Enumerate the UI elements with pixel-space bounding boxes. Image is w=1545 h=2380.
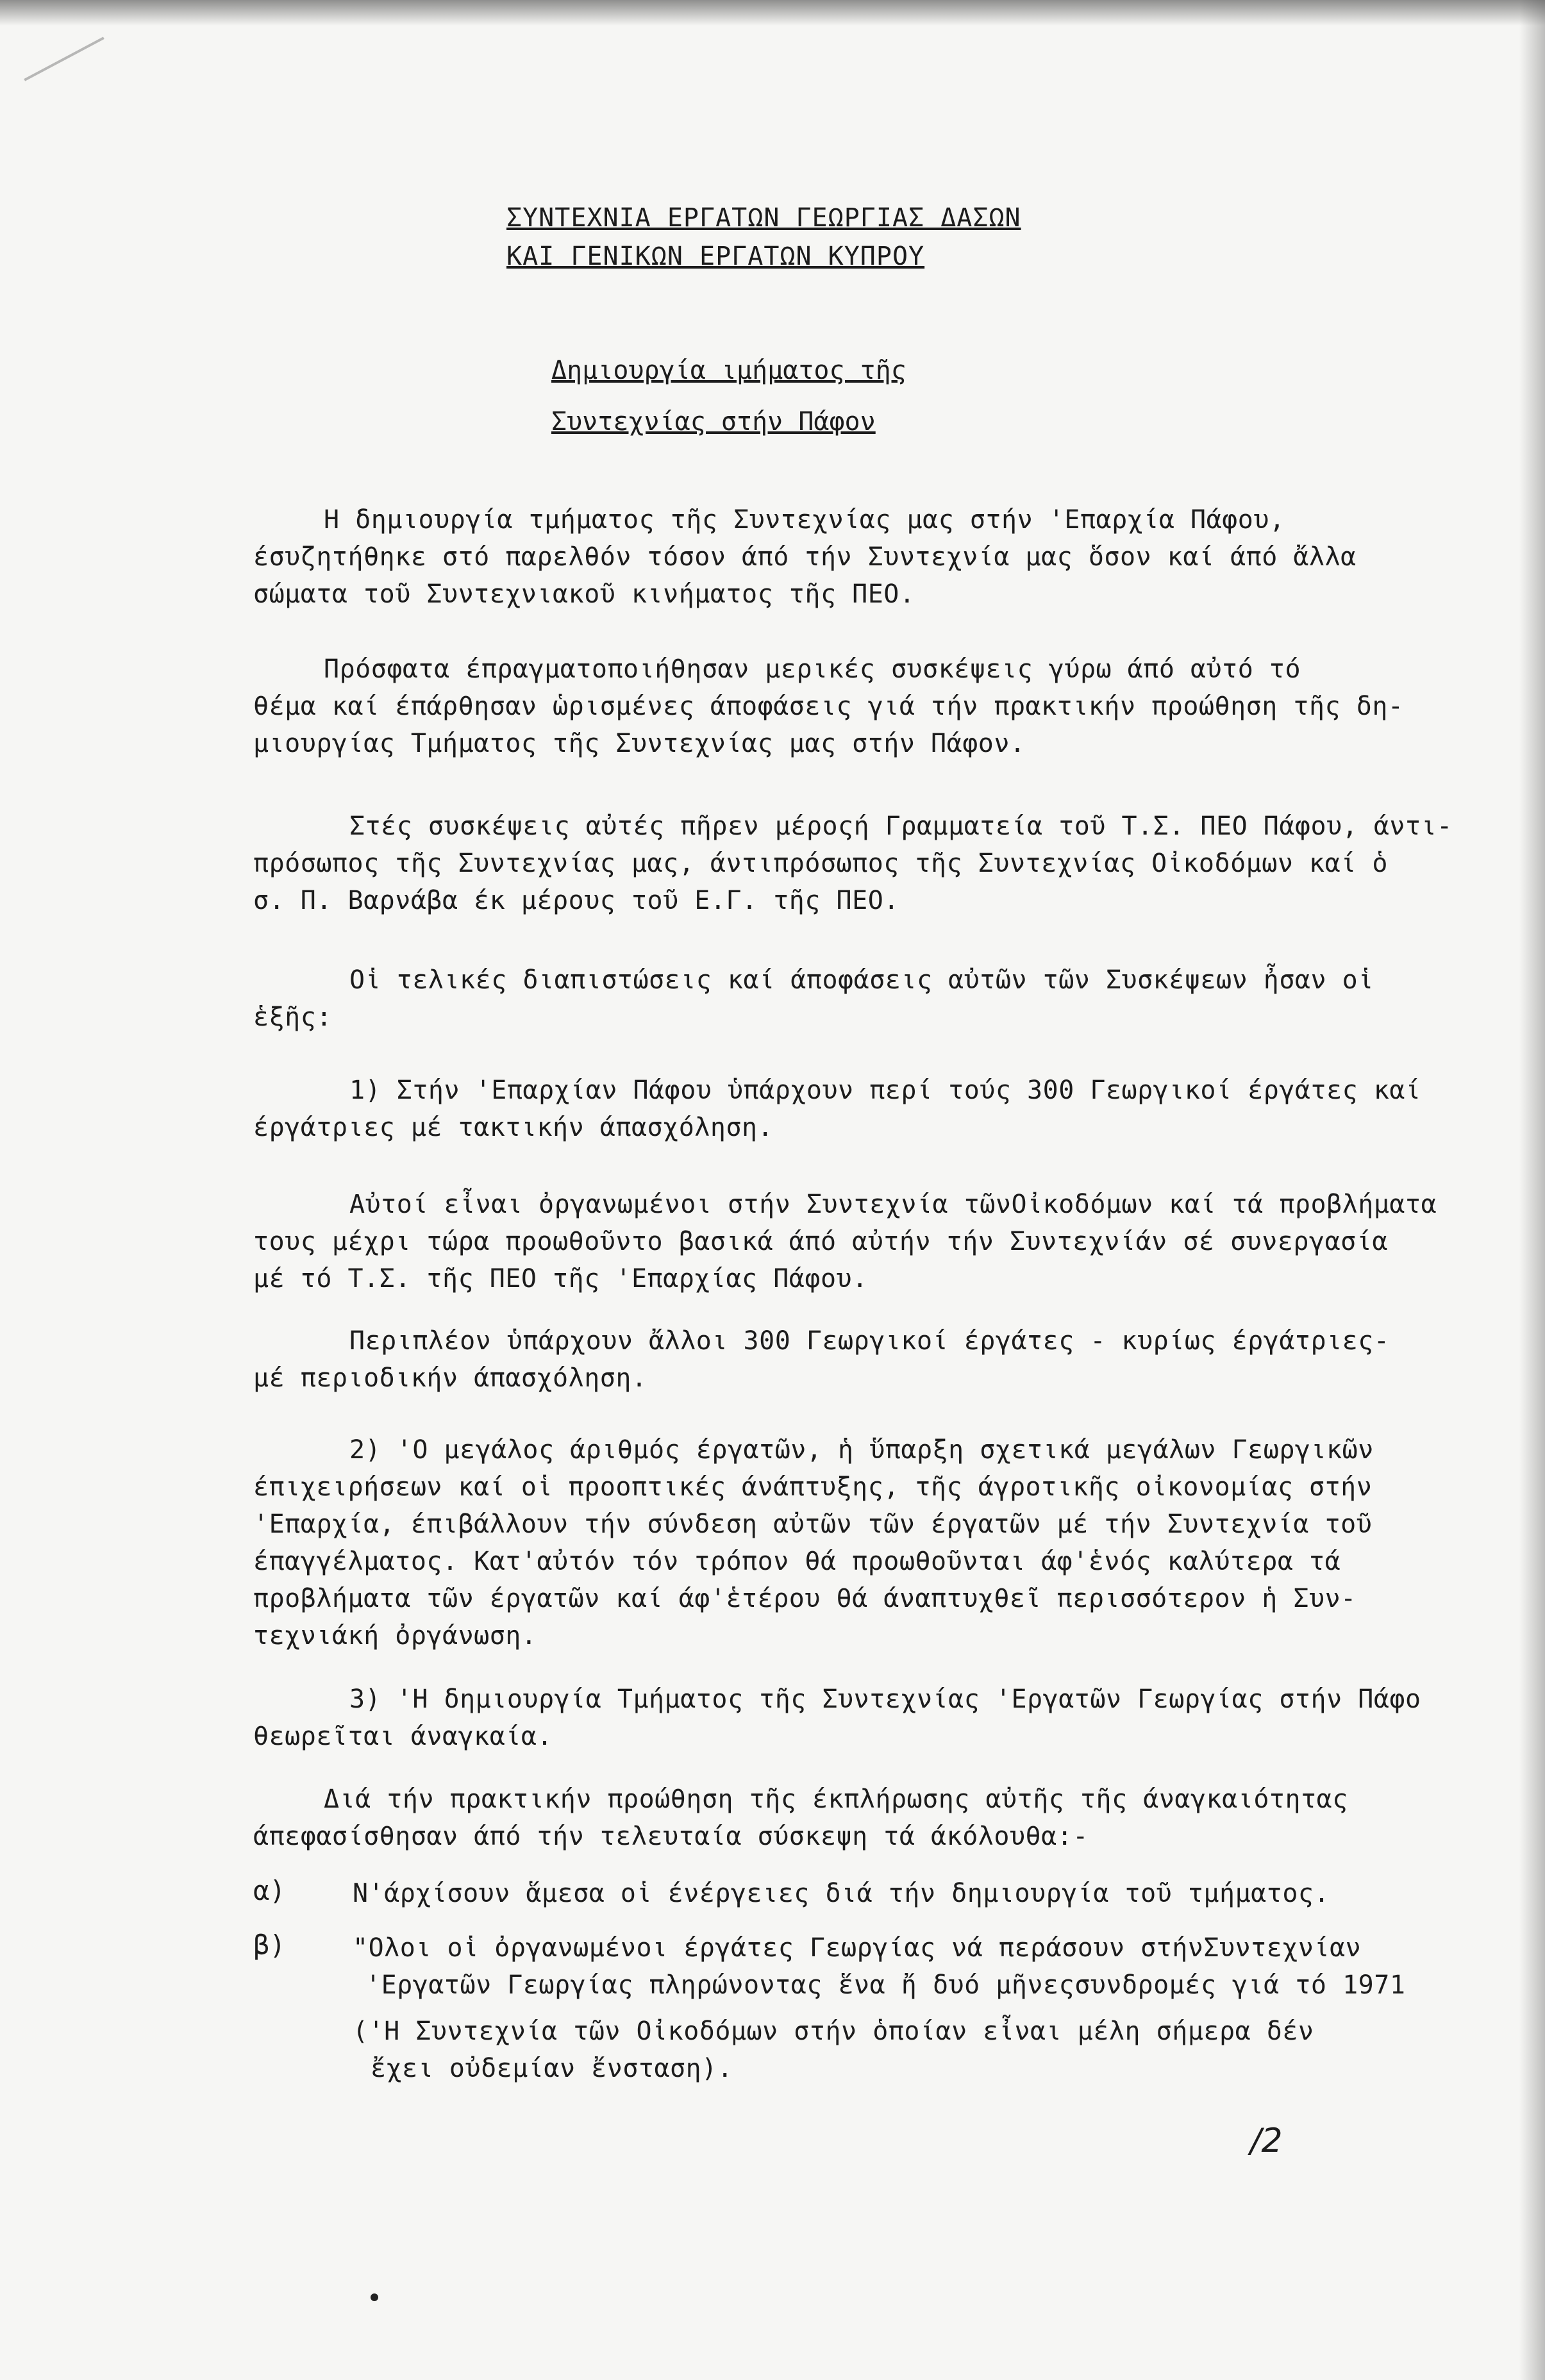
paragraph-8 bbox=[253, 1431, 1426, 1654]
paragraph-line: ('Η Συντεχνία τῶν Οἰκοδόμων στήν ὁποίαν εἶναι μέλη σήμερα δέν bbox=[353, 2017, 1314, 2046]
paragraph-9 bbox=[253, 1681, 1426, 1755]
paragraph-line: θεωρεῖται άναγκαία. bbox=[253, 1722, 553, 1751]
paragraph-line: θέμα καί έπάρθησαν ὡρισμένες άποφάσεις γιά τήν πρακτικήν προώθηση τῆς δη- bbox=[253, 692, 1404, 721]
paragraph-line: Ν'άρχίσουν ἅμεσα οἱ ένέργειες διά τήν δημιουργία τοῦ τμήματος. bbox=[353, 1879, 1330, 1908]
paragraph-line: σ. Π. Βαρνάβα έκ μέρους τοῦ Ε.Γ. τῆς ΠΕΟ. bbox=[253, 886, 899, 915]
paragraph-line: 'Επαρχία, έπιβάλλουν τήν σύνδεση αὐτῶν τῶν έργατῶν μέ τήν Συντεχνία τοῦ bbox=[253, 1510, 1373, 1539]
paragraph-line: άπεφασίσθησαν άπό τήν τελευταία σύσκεψη τά άκόλουθα:- bbox=[253, 1822, 1089, 1851]
paragraph-line: Πρόσφατα έπραγματοποιήθησαν μερικές συσκέψεις γύρω άπό αὐτό τό bbox=[324, 654, 1301, 684]
paragraph-3 bbox=[253, 808, 1453, 919]
item-b bbox=[353, 1929, 1442, 2004]
paragraph-line: έπαγγέλματος. Κατ'αὐτόν τόν τρόπον θά προωθοῦνται άφ'ἑνός καλύτερα τά bbox=[253, 1547, 1341, 1576]
paragraph-line: Περιπλέον ὑπάρχουν ἄλλοι 300 Γεωργικοί έργάτες - κυρίως έργάτριες- bbox=[349, 1326, 1390, 1356]
paragraph-line: Αὐτοί εἶναι ὀργανωμένοι στήν Συντεχνία τῶνΟἰκοδόμων καί τά προβλήματα bbox=[349, 1190, 1437, 1219]
paragraph-line: ἔχει οὐδεμίαν ἔνσταση). bbox=[371, 2054, 733, 2083]
paragraph-line: 3) 'Η δημιουργία Τμήματος τῆς Συντεχνίας 'Εργατῶν Γεωργίας στήν Πάφο bbox=[349, 1685, 1421, 1714]
document-header bbox=[506, 199, 1115, 276]
header-line-2: ΚΑΙ ΓΕΝΙΚΩΝ ΕΡΓΑΤΩΝ ΚΥΠΡΟΥ bbox=[506, 242, 925, 271]
paragraph-line: μέ τό Τ.Σ. τῆς ΠΕΟ τῆς 'Επαρχίας Πάφου. bbox=[253, 1264, 868, 1294]
paragraph-line: έπιχειρήσεων καί οἱ προοπτικές άνάπτυξης, τῆς άγροτικῆς οἰκονομίας στήν bbox=[253, 1472, 1373, 1502]
page-number: /2 bbox=[1250, 2122, 1283, 2160]
paragraph-line: μέ περιοδικήν άπασχόληση. bbox=[253, 1363, 647, 1393]
scan-mark bbox=[24, 37, 104, 81]
paragraph-4 bbox=[253, 961, 1426, 1036]
paragraph-5 bbox=[253, 1072, 1426, 1146]
subtitle-line-2: Συντεχνίας στήν Πάφον bbox=[551, 407, 876, 437]
paragraph-line: μιουργίας Τμήματος τῆς Συντεχνίας μας στήν Πάφον. bbox=[253, 729, 1026, 758]
paragraph-1 bbox=[253, 501, 1426, 613]
scan-dot bbox=[371, 2293, 378, 2301]
paragraph-line: προβλήματα τῶν έργατῶν καί άφ'ἑτέρου θά άναπτυχθεῖ περισσότερον ἡ Συν- bbox=[253, 1584, 1357, 1613]
scan-edge-right bbox=[1519, 0, 1545, 2380]
note bbox=[353, 2013, 1378, 2087]
paragraph-line: 1) Στήν 'Επαρχίαν Πάφου ὑπάρχουν περί τούς 300 Γεωργικοί έργάτες καί bbox=[349, 1076, 1421, 1105]
paragraph-6 bbox=[253, 1186, 1437, 1297]
paragraph-line: Οἱ τελικές διαπιστώσεις καί άποφάσεις αὐτῶν τῶν Συσκέψεων ἦσαν οἱ bbox=[349, 965, 1374, 995]
scan-edge-top bbox=[0, 0, 1545, 26]
paragraph-line: σώματα τοῦ Συντεχνιακοῦ κινήματος τῆς ΠΕΟ. bbox=[253, 579, 915, 609]
subtitle-line-1: Δημιουργία ιμήματος τῆς bbox=[551, 356, 906, 385]
item-a-label: α) bbox=[253, 1875, 286, 1906]
paragraph-7 bbox=[253, 1322, 1426, 1397]
paragraph-2 bbox=[253, 651, 1426, 762]
paragraph-line: Διά τήν πρακτικήν προώθηση τῆς έκπλήρωσης αὐτῆς τῆς άναγκαιότητας bbox=[324, 1785, 1348, 1814]
item-b-label: β) bbox=[253, 1929, 286, 1961]
paragraph-line: ἑξῆς: bbox=[253, 1003, 332, 1032]
paragraph-10 bbox=[253, 1781, 1426, 1855]
header-line-1: ΣΥΝΤΕΧΝΙΑ ΕΡΓΑΤΩΝ ΓΕΩΡΓΙΑΣ ΔΑΣΩΝ bbox=[506, 203, 1021, 233]
paragraph-line: τεχνιάκή ὀργάνωση. bbox=[253, 1621, 537, 1651]
paragraph-line: έργάτριες μέ τακτικήν άπασχόληση. bbox=[253, 1113, 774, 1142]
paragraph-line: έσυζητήθηκε στό παρελθόν τόσον άπό τήν Συντεχνία μας ὅσον καί άπό ἄλλα bbox=[253, 542, 1357, 572]
paragraph-line: Στές συσκέψεις αὐτές πῆρεν μέροςή Γραμματεία τοῦ Τ.Σ. ΠΕΟ Πάφου, άντι- bbox=[349, 811, 1453, 841]
paragraph-line: πρόσωπος τῆς Συντεχνίας μας, άντιπρόσωπος τῆς Συντεχνίας Οἰκοδόμων καί ὁ bbox=[253, 849, 1388, 878]
item-a bbox=[353, 1875, 1442, 1912]
paragraph-line: 'Εργατῶν Γεωργίας πληρώνοντας ἕνα ἤ δυό μῆνεςσυνδρομές γιά τό 1971 bbox=[365, 1970, 1406, 2000]
paragraph-line: "Ολοι οἱ ὀργανωμένοι έργάτες Γεωργίας νά περάσουν στήνΣυντεχνίαν bbox=[353, 1933, 1362, 1963]
paragraph-line: 2) 'Ο μεγάλος άριθμός έργατῶν, ἡ ὕπαρξη σχετικά μεγάλων Γεωργικῶν bbox=[349, 1435, 1374, 1465]
paragraph-line: Η δημιουργία τμήματος τῆς Συντεχνίας μας στήν 'Επαρχία Πάφου, bbox=[324, 505, 1285, 535]
paragraph-line: τους μέχρι τώρα προωθοῦντο βασικά άπό αὐτήν τήν Συντεχνίάν σέ συνεργασία bbox=[253, 1227, 1388, 1256]
